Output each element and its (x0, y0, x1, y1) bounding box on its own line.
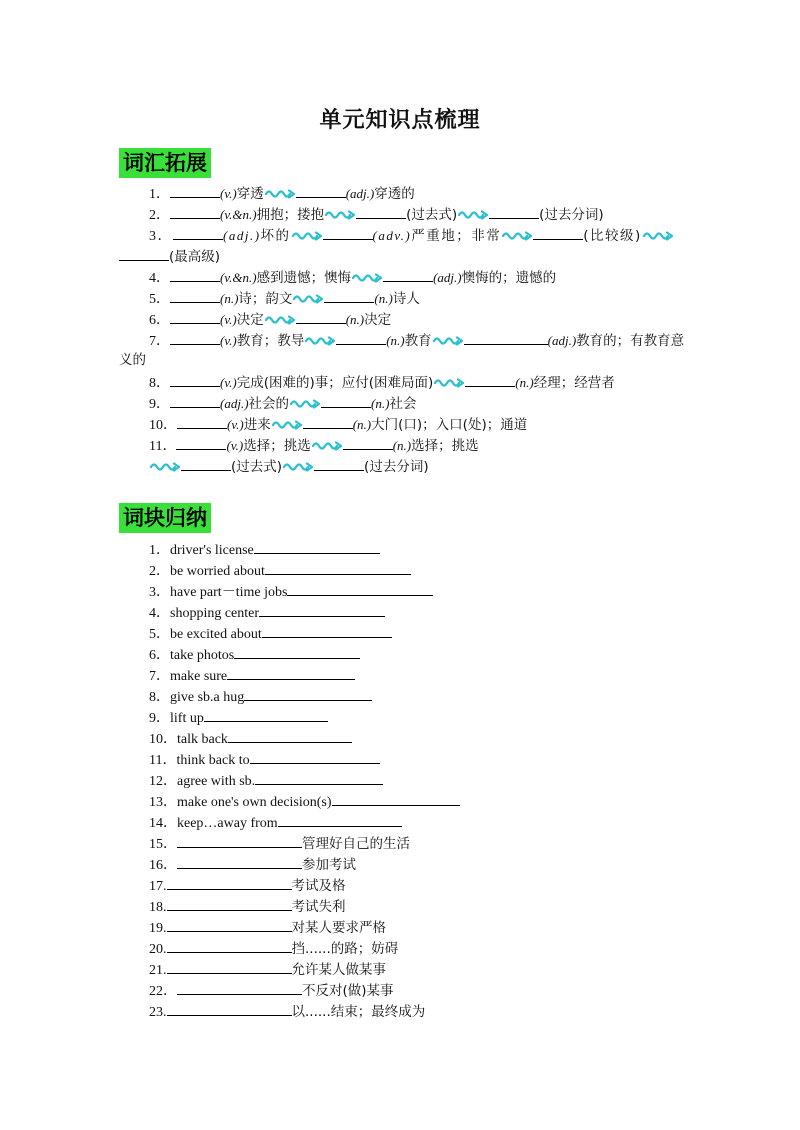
vocab-item-1: 1． (v.)穿透 (adj.)穿透的 (149, 183, 415, 204)
chunk-item-cn: 15． 管理好自己的生活 (149, 833, 410, 854)
answer-blank[interactable] (324, 288, 374, 303)
vocab-item-2: 2． (v.&n.)拥抱；搂抱 (过去式) (过去分词) (149, 204, 604, 225)
answer-blank[interactable] (296, 309, 346, 324)
answer-blank[interactable] (167, 917, 292, 932)
chunk-item: 8．give sb.a hug (149, 686, 372, 707)
answer-blank[interactable] (170, 372, 220, 387)
answer-blank[interactable] (254, 539, 380, 554)
answer-blank[interactable] (383, 267, 433, 282)
wavy-arrow-icon (352, 272, 382, 284)
chunk-item: 5．be excited about (149, 623, 392, 644)
chunk-item: 1．driver's license (149, 539, 380, 560)
answer-blank[interactable] (167, 1001, 292, 1016)
answer-blank[interactable] (287, 581, 433, 596)
vocab-item-8: 8． (v.)完成(困难的)事；应付(困难局面) (n.)经理；经营者 (149, 372, 615, 393)
chunk-item: 2．be worried about (149, 560, 411, 581)
answer-blank[interactable] (234, 644, 360, 659)
answer-blank[interactable] (314, 456, 364, 471)
answer-blank[interactable] (177, 980, 302, 995)
answer-blank[interactable] (170, 330, 220, 345)
wavy-arrow-icon (458, 209, 488, 221)
page-title: 单元知识点梳理 (319, 108, 481, 133)
answer-blank[interactable] (489, 204, 539, 219)
chunk-item-cn: 23. 以......结束；最终成为 (149, 1001, 425, 1022)
answer-blank[interactable] (533, 225, 583, 240)
chunk-item: 13．make one's own decision(s) (149, 791, 460, 812)
wavy-arrow-icon (265, 314, 295, 326)
chunk-item-cn: 17. 考试及格 (149, 875, 346, 896)
wavy-arrow-icon (265, 188, 295, 200)
chunk-item: 3．have part－time jobs (149, 581, 433, 602)
answer-blank[interactable] (343, 435, 393, 450)
answer-blank[interactable] (278, 812, 402, 827)
wavy-arrow-icon (502, 230, 532, 242)
answer-blank[interactable] (170, 288, 220, 303)
chunk-item-cn: 22． 不反对(做)某事 (149, 980, 394, 1001)
vocab-item-6: 6． (v.)决定 (n.)决定 (149, 309, 391, 330)
wavy-arrow-icon (150, 461, 180, 473)
chunk-item: 10．talk back (149, 728, 352, 749)
answer-blank[interactable] (262, 623, 392, 638)
answer-blank[interactable] (296, 183, 346, 198)
answer-blank[interactable] (170, 183, 220, 198)
vocab-item-4: 4． (v.&n.)感到遗憾；懊悔 (adj.)懊悔的；遗憾的 (149, 267, 556, 288)
answer-blank[interactable] (119, 246, 169, 261)
answer-blank[interactable] (465, 372, 515, 387)
vocab-item-11: 11． (v.)选择；挑选 (n.)选择；挑选 (149, 435, 479, 456)
answer-blank[interactable] (255, 770, 383, 785)
chunk-item: 12．agree with sb. (149, 770, 383, 791)
wavy-arrow-icon (433, 335, 463, 347)
answer-blank[interactable] (303, 414, 353, 429)
wavy-arrow-icon (292, 230, 322, 242)
vocab-item-7-cont: 义的 (119, 352, 146, 368)
chunk-item-cn: 20. 挡......的路；妨碍 (149, 938, 398, 959)
chunk-item-cn: 21. 允许某人做某事 (149, 959, 386, 980)
chunk-item: 14．keep…away from (149, 812, 402, 833)
wavy-arrow-icon (293, 293, 323, 305)
wavy-arrow-icon (434, 377, 464, 389)
chunk-item: 7．make sure (149, 665, 355, 686)
answer-blank[interactable] (244, 686, 372, 701)
answer-blank[interactable] (170, 309, 220, 324)
answer-blank[interactable] (323, 225, 373, 240)
answer-blank[interactable] (332, 791, 460, 806)
wavy-arrow-icon (290, 398, 320, 410)
answer-blank[interactable] (170, 267, 220, 282)
answer-blank[interactable] (250, 749, 380, 764)
answer-blank[interactable] (170, 393, 220, 408)
answer-blank[interactable] (265, 560, 411, 575)
wavy-arrow-icon (272, 419, 302, 431)
answer-blank[interactable] (464, 330, 548, 345)
vocab-item-7: 7． (v.)教育；教导 (n.)教育 (adj.)教育的；有教育意 (149, 330, 684, 351)
answer-blank[interactable] (228, 728, 352, 743)
answer-blank[interactable] (170, 204, 220, 219)
chunk-item-cn: 19. 对某人要求严格 (149, 917, 386, 938)
answer-blank[interactable] (177, 854, 302, 869)
answer-blank[interactable] (167, 959, 292, 974)
chunk-item: 11．think back to (149, 749, 380, 770)
answer-blank[interactable] (177, 414, 227, 429)
answer-blank[interactable] (181, 456, 231, 471)
wavy-arrow-icon (305, 335, 335, 347)
answer-blank[interactable] (177, 833, 302, 848)
vocab-item-10: 10． (v.)进来 (n.)大门(口)；入口(处)；通道 (149, 414, 527, 435)
wavy-arrow-icon (312, 440, 342, 452)
section-heading-chunks: 词块归纳 (119, 503, 211, 533)
section-heading-vocab: 词汇拓展 (119, 148, 211, 178)
wavy-arrow-icon (325, 209, 355, 221)
vocab-item-5: 5． (n.)诗；韵文 (n.)诗人 (149, 288, 420, 309)
vocab-item-3: 3． (adj.)坏的 (adv.)严重地；非常 (比较级) (149, 225, 674, 246)
answer-blank[interactable] (176, 435, 226, 450)
chunk-item: 4．shopping center (149, 602, 385, 623)
answer-blank[interactable] (259, 602, 385, 617)
vocab-item-9: 9． (adj.)社会的 (n.)社会 (149, 393, 416, 414)
answer-blank[interactable] (167, 938, 292, 953)
answer-blank[interactable] (321, 393, 371, 408)
answer-blank[interactable] (204, 707, 328, 722)
wavy-arrow-icon (283, 461, 313, 473)
vocab-item-3-cont: (最高级) (119, 246, 220, 267)
answer-blank[interactable] (336, 330, 386, 345)
wavy-arrow-icon (643, 230, 673, 242)
answer-blank[interactable] (173, 225, 223, 240)
chunk-item-cn: 18. 考试失利 (149, 896, 346, 917)
chunk-item: 9．lift up (149, 707, 328, 728)
chunk-item-cn: 16． 参加考试 (149, 854, 356, 875)
answer-blank[interactable] (227, 665, 355, 680)
vocab-item-11-cont: (过去式) (过去分词) (149, 456, 429, 477)
answer-blank[interactable] (167, 875, 292, 890)
answer-blank[interactable] (356, 204, 406, 219)
chunk-item: 6．take photos (149, 644, 360, 665)
answer-blank[interactable] (167, 896, 292, 911)
